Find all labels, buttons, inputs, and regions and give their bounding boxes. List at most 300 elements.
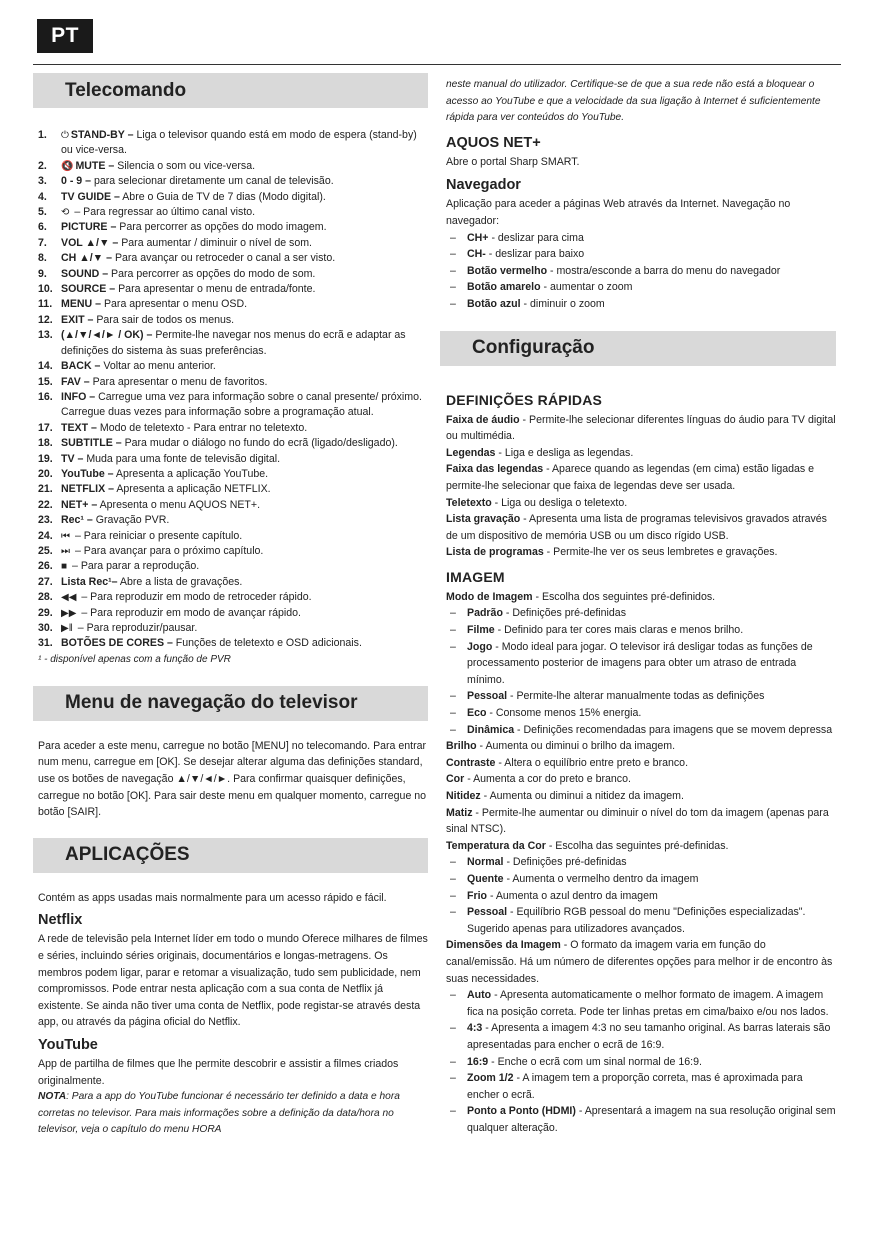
- remote-item-number: 30.: [38, 622, 53, 634]
- config-section-title: Configuração: [440, 331, 836, 366]
- remote-item: [38, 606, 428, 621]
- color-temp-item: [440, 904, 836, 937]
- remote-item-desc: Abre o Guia de TV de 7 dias (Modo digital).: [119, 190, 326, 203]
- browser-paragraph: Aplicação para aceder a páginas Web através da Internet. Navegação no navegador:: [446, 198, 791, 227]
- remote-item-key: TV –: [61, 452, 84, 465]
- browser-item-text: [467, 246, 836, 263]
- image-mode-item: [440, 705, 836, 722]
- image-prop-key: Brilho: [446, 740, 477, 753]
- remote-item-desc: Voltar ao menu anterior.: [100, 360, 216, 373]
- nav-paragraph: Para aceder a este menu, carregue no botão [MENU] no telecomando. Para entrar num menu, carregue em [OK]. Se desejar alterar alguma das definições standard, use os botões de navegação ▲/▼/◄/►. Para confirmar quaisquer definições, carregue no botão [OK]. Para sair deste menu em qualquer momento, carregue no botão [SAIR].: [38, 739, 427, 819]
- remote-item-key: NETFLIX –: [61, 483, 114, 496]
- remote-item-key: Rec¹ –: [61, 514, 93, 527]
- quick-setting: [440, 412, 836, 445]
- dimension-item-key: Auto: [467, 989, 492, 1002]
- remote-item-number: 26.: [38, 560, 53, 573]
- remote-item-number: 25.: [38, 544, 53, 557]
- quick-setting-desc: - Aparece quando as legendas (em cima) estão ligadas e permite-lhe selecionar que faixa de legendas deve ser usada.: [446, 463, 815, 492]
- image-mode-item-desc: - Definições recomendadas para imagens que se movem depressa: [514, 723, 833, 736]
- remote-item-number: 7.: [38, 236, 47, 249]
- remote-item: [38, 559, 428, 574]
- image-mode-item-desc: - Consome menos 15% energia.: [486, 707, 642, 720]
- remote-item-number: 21.: [38, 483, 53, 496]
- dash-marker: –: [450, 264, 456, 277]
- remote-item-desc: Gravação PVR.: [92, 514, 170, 527]
- quick-settings-title: DEFINIÇÕES RÁPIDAS: [446, 391, 603, 408]
- dimension-item: [440, 1054, 836, 1071]
- dimension-item-text: [467, 1103, 836, 1136]
- image-mode-item-key: Filme: [467, 624, 495, 637]
- remote-item-text: [61, 128, 428, 159]
- dash-marker: –: [450, 723, 456, 736]
- dimension-item-key: 16:9: [467, 1055, 489, 1068]
- remote-item-key: 0 - 9 –: [61, 175, 92, 188]
- remote-item-number: 11.: [38, 298, 53, 311]
- browser-item-key: CH-: [467, 248, 486, 261]
- image-props-list: [440, 738, 836, 854]
- image-mode-item-text: [467, 688, 836, 705]
- image-mode-item-key: Dinâmica: [467, 723, 515, 736]
- header-divider: [33, 64, 841, 65]
- dimension-item: [440, 1070, 836, 1103]
- dash-marker: –: [450, 707, 456, 720]
- remote-item-desc: Para apresentar o menu de favoritos.: [89, 375, 268, 388]
- remote-item-desc: Para percorrer as opções do modo de som.: [108, 267, 316, 280]
- remote-item-key: PICTURE –: [61, 221, 117, 234]
- remote-item-desc: Carregue uma vez para informação sobre o canal presente/ próximo. Carregue duas vezes para informação sobre a programação atual.: [61, 390, 422, 419]
- remote-item: [38, 236, 428, 251]
- netflix-title: Netflix: [38, 912, 83, 929]
- remote-item-desc: Apresenta a aplicação NETFLIX.: [113, 483, 271, 496]
- color-temp-item-text: [467, 871, 836, 888]
- dash-marker: –: [450, 1072, 456, 1085]
- color-temp-list: [440, 854, 836, 937]
- color-temp-item-desc: - Definições pré-definidas: [503, 856, 627, 869]
- image-prop: [440, 755, 836, 772]
- color-temp-item-desc: - Aumenta o vermelho dentro da imagem: [503, 872, 699, 885]
- remote-button-icon: ■: [61, 561, 68, 573]
- dimension-item-key: 4:3: [467, 1022, 483, 1035]
- image-mode-item-key: Pessoal: [467, 690, 508, 703]
- dash-marker: –: [450, 690, 456, 703]
- quick-setting-key: Faixa de áudio: [446, 413, 520, 426]
- remote-item-text: [61, 297, 428, 312]
- image-prop: [440, 771, 836, 788]
- image-mode-item-text: [467, 639, 836, 689]
- pvr-footnote: ¹ - disponível apenas com a função de PVR: [38, 653, 231, 665]
- dimension-item-desc: - Apresenta a imagem 4:3 no seu tamanho original. As barras laterais são apresentadas para encher o ecrã de 16:9.: [467, 1022, 831, 1051]
- image-mode-item-text: [467, 622, 836, 639]
- quick-setting-key: Lista de programas: [446, 546, 544, 559]
- remote-item-key: SOURCE –: [61, 283, 116, 296]
- image-mode-list: [440, 605, 836, 738]
- remote-item-number: 23.: [38, 514, 53, 527]
- dash-marker: –: [450, 1022, 456, 1035]
- color-temp-item-text: [467, 888, 836, 905]
- dash-marker: –: [450, 856, 456, 869]
- remote-item-number: 13.: [38, 329, 53, 342]
- remote-item: [38, 436, 428, 451]
- remote-item-number: 1.: [38, 129, 47, 141]
- browser-item-text: [467, 263, 836, 280]
- remote-item-desc: Para apresentar o menu OSD.: [101, 298, 248, 311]
- image-prop-key: Matiz: [446, 806, 473, 819]
- remote-item-desc: Para percorrer as opções do modo imagem.: [116, 221, 327, 234]
- image-prop-desc: - Altera o equilíbrio entre preto e branco.: [495, 756, 689, 769]
- note-text: : Para a app do YouTube funcionar é necessário ter definido a data e hora corretas no televisor. Para mais informações sobre a definição da data/hora no televisor, veja o capítulo do menu HORA: [38, 1091, 400, 1136]
- dimension-item-text: [467, 1020, 836, 1053]
- aquos-title: AQUOS NET+: [446, 134, 541, 151]
- remote-section-title: Telecomando: [33, 73, 428, 108]
- image-prop: [440, 838, 836, 855]
- remote-item: [38, 529, 428, 544]
- remote-item-number: 31.: [38, 637, 53, 650]
- remote-item-number: 27.: [38, 575, 53, 588]
- remote-item-text: [61, 313, 428, 328]
- dimension-item-text: [467, 987, 836, 1020]
- remote-item-number: 9.: [38, 267, 47, 280]
- browser-list: [440, 230, 836, 313]
- browser-item: [440, 279, 836, 296]
- quick-setting-desc: - Liga ou desliga o teletexto.: [491, 496, 628, 509]
- image-prop: [440, 738, 836, 755]
- remote-item-number: 18.: [38, 437, 53, 450]
- remote-item-text: [61, 359, 428, 374]
- remote-item: [38, 313, 428, 328]
- remote-item-key: VOL ▲/▼ –: [61, 236, 119, 249]
- remote-item-text: [61, 282, 428, 297]
- remote-item-text: [61, 559, 428, 574]
- remote-item-key: MENU –: [61, 298, 102, 311]
- browser-item-desc: - aumentar o zoom: [540, 281, 633, 294]
- browser-item: [440, 296, 836, 313]
- image-dimensions-list: [440, 987, 836, 1136]
- remote-button-icon: ◀◀: [61, 592, 77, 604]
- remote-item: [38, 174, 428, 189]
- remote-item: [38, 482, 428, 497]
- remote-item-text: [61, 375, 428, 390]
- remote-item-text: [61, 236, 428, 251]
- browser-item-desc: - deslizar para cima: [488, 231, 584, 244]
- remote-item-text: [61, 174, 428, 189]
- remote-item-key: MUTE –: [75, 159, 115, 172]
- remote-button-icon: ▶▶: [61, 607, 77, 619]
- remote-item-number: 22.: [38, 498, 53, 511]
- color-temp-item-text: [467, 904, 836, 937]
- youtube-paragraph: App de partilha de filmes que lhe permite descobrir e assistir a filmes criados originalmente.: [38, 1057, 399, 1087]
- image-dimensions: Dimensões da Imagem - O formato da imagem varia em função do canal/emissão. Há um número de diferentes opções para melhor ir de encontro às suas necessidades.: [446, 939, 833, 985]
- remote-item-key: (▲/▼/◄/► / OK) –: [61, 329, 153, 342]
- youtube-note-continued: neste manual do utilizador. Certifique-se de que a sua rede não está a bloquear o acesso ao YouTube e que a velocidade da sua ligação à Internet é suficientemente rápida para ver conteúdos do YouTube.: [446, 79, 821, 124]
- remote-item-key: YouTube –: [61, 467, 114, 480]
- remote-item-text: [61, 621, 428, 636]
- dash-marker: –: [450, 889, 456, 902]
- image-mode-item-desc: - Definições pré-definidas: [502, 607, 626, 620]
- remote-item: [38, 621, 428, 636]
- remote-item-key: TV GUIDE –: [61, 190, 120, 203]
- browser-item-text: [467, 296, 836, 313]
- browser-item-key: Botão vermelho: [467, 264, 548, 277]
- remote-item-key: Lista Rec¹–: [61, 575, 118, 588]
- remote-item-number: 15.: [38, 375, 53, 388]
- remote-item-text: [61, 467, 428, 482]
- image-mode-item: [440, 622, 836, 639]
- image-mode-item-text: [467, 722, 836, 739]
- quick-setting-desc: - Permite-lhe ver os seus lembretes e gravações.: [543, 546, 778, 559]
- remote-button-icon: 🔇: [61, 160, 74, 172]
- remote-item-number: 12.: [38, 313, 53, 326]
- remote-item: [38, 251, 428, 266]
- remote-button-icon: ⟲: [61, 207, 70, 219]
- remote-item: [38, 513, 428, 528]
- image-prop-desc: - Aumenta ou diminui o brilho da imagem.: [476, 740, 676, 753]
- quick-setting: [440, 544, 836, 561]
- remote-item-desc: – Para reproduzir em modo de avançar rápido.: [78, 606, 301, 619]
- remote-item-text: [61, 421, 428, 436]
- quick-setting-key: Lista gravação: [446, 513, 521, 526]
- remote-item-key: BACK –: [61, 360, 101, 373]
- remote-item-desc: Para avançar ou retroceder o canal a ser visto.: [112, 252, 336, 265]
- remote-item-desc: Permite-lhe navegar nos menus do ecrã e adaptar as definições do sistema às suas preferências.: [61, 329, 406, 357]
- image-mode-item-key: Padrão: [467, 607, 503, 620]
- remote-item-key: SOUND –: [61, 267, 109, 280]
- nav-section-title: Menu de navegação do televisor: [33, 686, 428, 721]
- remote-item-number: 14.: [38, 360, 53, 373]
- color-temp-item: [440, 871, 836, 888]
- remote-item-text: [61, 390, 428, 421]
- remote-item-desc: – Para reproduzir/pausar.: [74, 622, 198, 634]
- image-prop-desc: - Escolha das seguintes pré-definidas.: [545, 839, 729, 852]
- dimension-item: [440, 1103, 836, 1136]
- browser-item: [440, 246, 836, 263]
- dimension-item-desc: - Apresenta automaticamente o melhor formato de imagem. A imagem fica na posição correta. Pode ter linhas pretas em cima/baixo e/ou nos lados.: [467, 989, 829, 1018]
- remote-item-key: SUBTITLE –: [61, 437, 122, 450]
- remote-button-icon: ⏻: [61, 130, 69, 141]
- remote-item-number: 2.: [38, 159, 47, 172]
- browser-item-text: [467, 230, 836, 247]
- remote-item: [38, 590, 428, 605]
- youtube-note: [33, 1089, 428, 1139]
- dimension-item: [440, 1020, 836, 1053]
- dash-marker: –: [450, 989, 456, 1002]
- language-tab: PT: [37, 19, 93, 53]
- dash-marker: –: [450, 248, 456, 261]
- color-temp-item: [440, 854, 836, 871]
- remote-item-desc: Liga o televisor quando está em modo de espera (stand-by) ou vice-versa.: [61, 129, 417, 157]
- remote-item-text: [61, 590, 428, 605]
- remote-item-number: 4.: [38, 190, 47, 203]
- image-prop-key: Contraste: [446, 756, 496, 769]
- image-mode-item-text: [467, 705, 836, 722]
- remote-item: [38, 544, 428, 559]
- remote-item-desc: Modo de teletexto - Para entrar no teletexto.: [96, 421, 308, 434]
- dimension-item-key: Ponto a Ponto (HDMI): [467, 1105, 576, 1118]
- remote-item-desc: Silencia o som ou vice-versa.: [114, 159, 256, 172]
- remote-item: [38, 375, 428, 390]
- dimension-item-text: [467, 1070, 836, 1103]
- dash-marker: –: [450, 297, 456, 310]
- remote-item-text: [61, 452, 428, 467]
- remote-item-text: [61, 544, 428, 559]
- browser-item-key: CH+: [467, 231, 489, 244]
- remote-item-number: 3.: [38, 175, 47, 188]
- remote-item-key: STAND-BY –: [70, 129, 134, 141]
- right-column: [440, 77, 836, 1136]
- image-mode-item-desc: - Permite-lhe alterar manualmente todas as definições: [507, 690, 765, 703]
- remote-item: [38, 128, 428, 159]
- image-prop: [440, 805, 836, 838]
- browser-item-key: Botão amarelo: [467, 281, 541, 294]
- dimension-item: [440, 987, 836, 1020]
- dash-marker: –: [450, 624, 456, 637]
- quick-setting-desc: - Permite-lhe selecionar diferentes línguas do áudio para TV digital ou multimédia.: [446, 413, 836, 443]
- browser-title: Navegador: [446, 177, 521, 194]
- remote-item-key: TEXT –: [61, 421, 97, 434]
- image-prop-key: Cor: [446, 773, 465, 786]
- remote-button-icon: ▶‖: [61, 623, 73, 634]
- remote-item: [38, 267, 428, 282]
- dash-marker: –: [450, 231, 456, 244]
- image-mode-item: [440, 722, 836, 739]
- remote-item: [38, 159, 428, 174]
- image-mode-item: [440, 639, 836, 689]
- quick-setting: [440, 511, 836, 544]
- remote-item-number: 29.: [38, 606, 53, 619]
- quick-setting: [440, 495, 836, 512]
- image-mode-item-desc: - Modo ideal para jogar. O televisor irá desligar todas as funções de processamento posterior de imagens para obter um atraso de entrada mínimo.: [467, 640, 813, 686]
- browser-item-desc: - deslizar para baixo: [485, 248, 585, 261]
- remote-item-desc: Apresenta a aplicação YouTube.: [113, 467, 269, 480]
- remote-item-desc: Para apresentar o menu de entrada/fonte.: [115, 283, 316, 296]
- browser-item: [440, 230, 836, 247]
- remote-item: [38, 190, 428, 205]
- apps-intro: Contém as apps usadas mais normalmente para um acesso rápido e fácil.: [38, 891, 387, 904]
- remote-item: [38, 390, 428, 421]
- remote-item-desc: – Para parar a reprodução.: [69, 560, 200, 573]
- remote-item-text: [61, 436, 428, 451]
- remote-item: [38, 498, 428, 513]
- image-mode-item-key: Eco: [467, 707, 487, 720]
- color-temp-item-desc: - Equilíbrio RGB pessoal do menu "Definições especializadas". Sugerido apenas para utilizadores avançados.: [467, 906, 806, 935]
- image-prop-key: Temperatura da Cor: [446, 839, 546, 852]
- remote-item-number: 19.: [38, 452, 53, 465]
- quick-setting: [440, 461, 836, 494]
- browser-item-text: [467, 279, 836, 296]
- remote-item-desc: Para aumentar / diminuir o nível de som.: [118, 236, 312, 249]
- browser-item-desc: - diminuir o zoom: [520, 297, 605, 310]
- remote-item: [38, 220, 428, 235]
- image-prop: [440, 788, 836, 805]
- aquos-paragraph: Abre o portal Sharp SMART.: [446, 155, 580, 168]
- dimension-item-desc: - A imagem tem a proporção correta, mas é aproximada para encher o ecrã.: [467, 1072, 803, 1101]
- remote-item-number: 10.: [38, 283, 53, 296]
- remote-item-text: [61, 220, 428, 235]
- dimension-item-desc: - Apresentará a imagem na sua resolução original sem qualquer alteração.: [467, 1105, 836, 1134]
- remote-item-desc: Para mudar o diálogo no fundo do ecrã (ligado/desligado).: [121, 437, 398, 450]
- dash-marker: –: [450, 1105, 456, 1118]
- remote-item: [38, 282, 428, 297]
- remote-item: [38, 359, 428, 374]
- remote-item-desc: – Para regressar ao último canal visto.: [71, 206, 256, 219]
- youtube-title: YouTube: [38, 1036, 98, 1053]
- remote-item-text: [61, 482, 428, 497]
- dash-marker: –: [450, 906, 456, 919]
- remote-item-number: 5.: [38, 206, 47, 219]
- remote-item-number: 8.: [38, 252, 47, 265]
- remote-item-key: INFO –: [61, 390, 96, 403]
- dash-marker: –: [450, 640, 456, 653]
- remote-item-text: [61, 513, 428, 528]
- remote-item: [38, 328, 428, 359]
- remote-item-desc: Funções de teletexto e OSD adicionais.: [172, 637, 362, 650]
- browser-item-desc: - mostra/esconde a barra do menu do navegador: [547, 264, 781, 277]
- dash-marker: –: [450, 281, 456, 294]
- remote-item: [38, 452, 428, 467]
- remote-item: [38, 297, 428, 312]
- remote-item-text: [61, 529, 428, 544]
- quick-setting-key: Legendas: [446, 446, 496, 459]
- dash-marker: –: [450, 1055, 456, 1068]
- color-temp-item-key: Frio: [467, 889, 488, 902]
- remote-button-icon: ⏮: [61, 530, 70, 542]
- image-mode-item: [440, 688, 836, 705]
- remote-item-text: [61, 159, 428, 174]
- color-temp-item-text: [467, 854, 836, 871]
- remote-item-desc: – Para reiniciar o presente capítulo.: [72, 529, 243, 542]
- quick-setting-desc: - Apresenta uma lista de programas televisivos gravados através de um dispositivo de memória USB ou um disco rígido USB.: [446, 513, 827, 542]
- color-temp-item-key: Pessoal: [467, 906, 508, 919]
- image-title: IMAGEM: [446, 568, 505, 585]
- remote-list: [33, 128, 428, 652]
- remote-item-number: 16.: [38, 390, 53, 403]
- remote-item-desc: – Para avançar para o próximo capítulo.: [72, 544, 264, 557]
- remote-item: [38, 421, 428, 436]
- image-prop-desc: - Aumenta a cor do preto e branco.: [464, 773, 631, 786]
- apps-section-title: APLICAÇÕES: [33, 838, 428, 873]
- color-temp-item: [440, 888, 836, 905]
- color-temp-item-key: Normal: [467, 856, 504, 869]
- remote-item-desc: Para sair de todos os menus.: [93, 313, 235, 326]
- remote-item-number: 24.: [38, 529, 53, 542]
- quick-setting: [440, 445, 836, 462]
- remote-item-key: CH ▲/▼ –: [61, 252, 112, 265]
- remote-item: [38, 636, 428, 651]
- remote-item-text: [61, 190, 428, 205]
- remote-item-key: BOTÕES DE CORES –: [61, 637, 173, 650]
- dimension-item-key: Zoom 1/2: [467, 1072, 514, 1085]
- image-prop-desc: - Permite-lhe aumentar ou diminuir o nível do tom da imagem (apenas para sinal NTSC).: [446, 806, 829, 836]
- remote-item-text: [61, 251, 428, 266]
- remote-button-icon: ⏭: [61, 545, 70, 557]
- image-mode-item-text: [467, 605, 836, 622]
- dash-marker: –: [450, 607, 456, 620]
- remote-item-desc: para selecionar diretamente um canal de televisão.: [91, 175, 334, 188]
- browser-item: [440, 263, 836, 280]
- remote-item-number: 6.: [38, 221, 47, 234]
- quick-setting-key: Faixa das legendas: [446, 463, 544, 476]
- remote-item: [38, 205, 428, 220]
- image-prop-key: Nitidez: [446, 790, 481, 802]
- image-mode-item-desc: - Definido para ter cores mais claras e menos brilho.: [494, 624, 744, 637]
- remote-item-text: [61, 575, 428, 590]
- remote-item-key: NET+ –: [61, 498, 98, 511]
- color-temp-item-desc: - Aumenta o azul dentro da imagem: [487, 889, 658, 902]
- quick-setting-key: Teletexto: [446, 496, 492, 509]
- image-mode-item-key: Jogo: [467, 640, 493, 653]
- remote-item: [38, 575, 428, 590]
- remote-item: [38, 467, 428, 482]
- browser-item-key: Botão azul: [467, 297, 521, 310]
